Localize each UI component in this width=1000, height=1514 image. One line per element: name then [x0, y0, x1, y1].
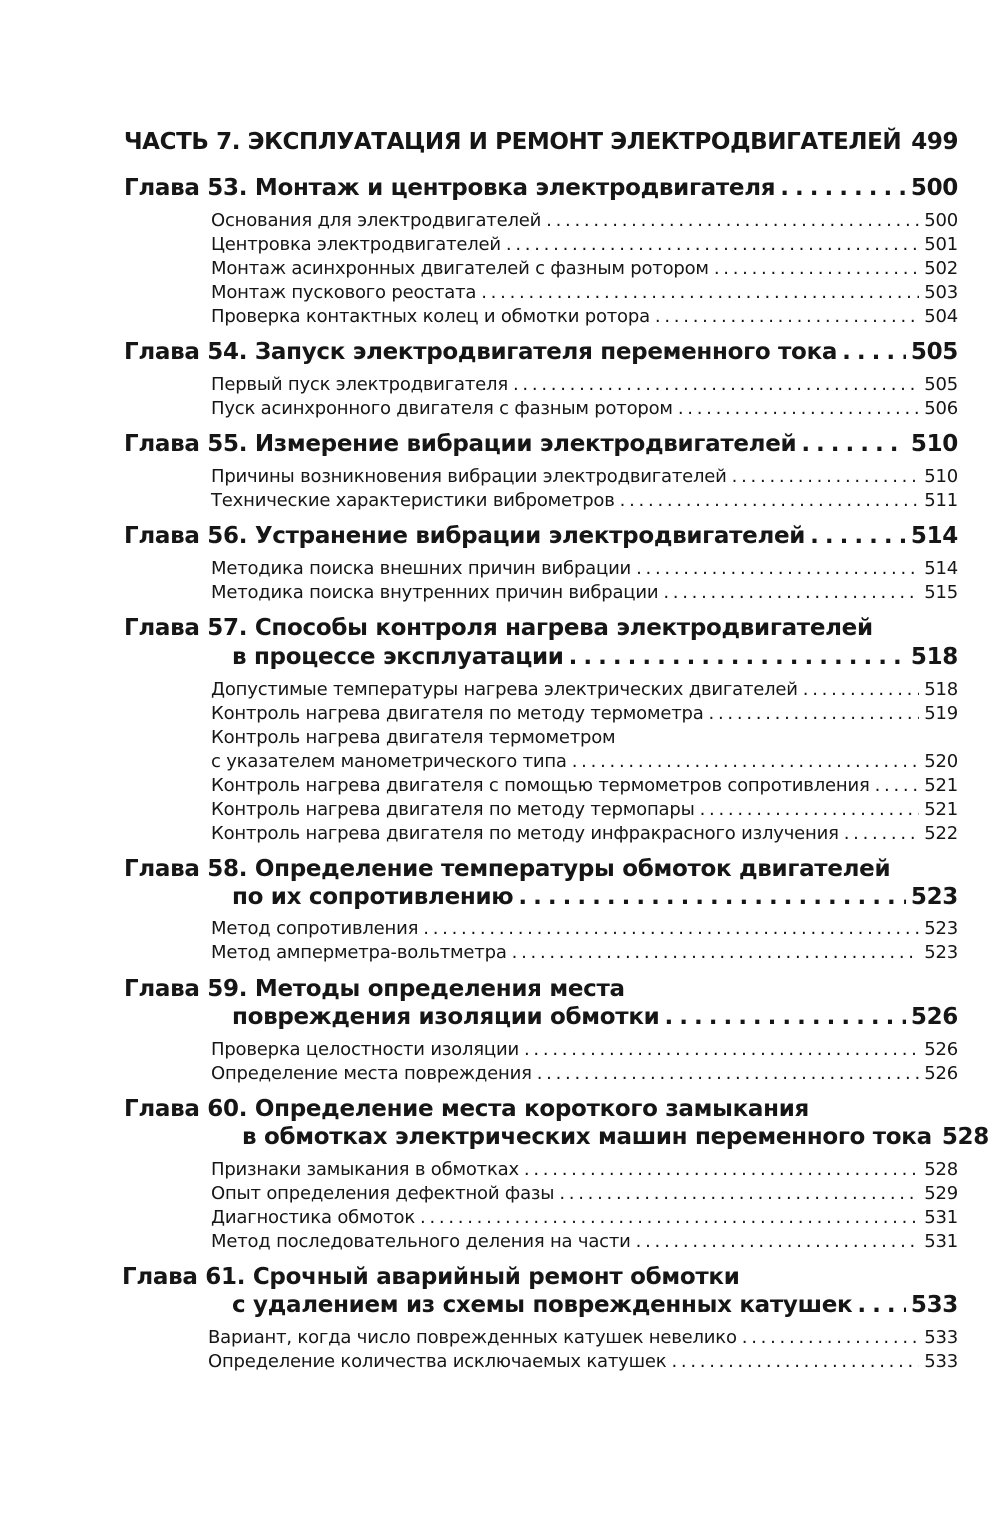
- section-title-continued: с указателем манометрического типа: [211, 751, 567, 772]
- section-title: Вариант, когда число поврежденных катушек невелико: [208, 1327, 737, 1348]
- page-number: 529: [924, 1183, 958, 1204]
- chapter-title: Глава 61. Срочный аварийный ремонт обмотки: [122, 1264, 740, 1290]
- page-number: 526: [924, 1063, 958, 1084]
- section-entry: [0, 1231, 1000, 1252]
- section-title: Пуск асинхронного двигателя с фазным ротором: [211, 398, 673, 419]
- page-number: 522: [924, 823, 958, 844]
- section-entry: [0, 374, 1000, 395]
- page-number: 526: [924, 1039, 958, 1060]
- section-entry: [0, 282, 1000, 303]
- chapter-heading-continued: [0, 1292, 1000, 1318]
- part-title: ЧАСТЬ 7. ЭКСПЛУАТАЦИЯ И РЕМОНТ ЭЛЕКТРОДВИГАТЕЛЕЙ: [124, 129, 902, 155]
- section-title: Проверка целостности изоляции: [211, 1039, 519, 1060]
- section-entry: [0, 1351, 1000, 1372]
- chapter-title: Глава 56. Устранение вибрации электродвигателей: [124, 523, 806, 549]
- dot-leader: [524, 1039, 919, 1060]
- section-title: Метод сопротивления: [211, 918, 419, 939]
- chapter-heading: [0, 976, 1000, 1002]
- dot-leader: [546, 210, 919, 231]
- page-number: 518: [910, 644, 958, 670]
- chapter-heading-continued: [0, 1004, 1000, 1030]
- page-number: 523: [924, 942, 958, 963]
- page-number: 521: [924, 799, 958, 820]
- dot-leader: [537, 1063, 920, 1084]
- section-entry: [0, 1327, 1000, 1348]
- section-entry: [0, 918, 1000, 939]
- page-number: 505: [910, 339, 958, 365]
- section-title: Допустимые температуры нагрева электрических двигателей: [211, 679, 798, 700]
- chapter-heading-continued: [0, 644, 1000, 670]
- dot-leader: [655, 306, 919, 327]
- dot-leader: [524, 1159, 919, 1180]
- dot-leader: [420, 1207, 919, 1228]
- page-number: 510: [910, 431, 958, 457]
- page-number: 523: [924, 918, 958, 939]
- chapter-heading: [0, 523, 1000, 549]
- section-entry: [0, 942, 1000, 963]
- dot-leader: [678, 398, 919, 419]
- dot-leader: [780, 175, 906, 201]
- section-title: Технические характеристики виброметров: [211, 490, 615, 511]
- section-title: Монтаж пускового реостата: [211, 282, 477, 303]
- chapter-title-continued: с удалением из схемы поврежденных катушек: [232, 1292, 853, 1318]
- dot-leader: [636, 558, 919, 579]
- dot-leader: [423, 918, 919, 939]
- dot-leader: [506, 234, 919, 255]
- page-number: 533: [924, 1327, 958, 1348]
- dot-leader: [569, 644, 906, 670]
- page-number: 533: [910, 1292, 958, 1318]
- page-number: 502: [924, 258, 958, 279]
- chapter-title-continued: в обмотках электрических машин переменного тока: [242, 1124, 932, 1150]
- chapter-heading: [0, 339, 1000, 365]
- section-entry: [0, 582, 1000, 603]
- section-entry: [0, 703, 1000, 724]
- section-title: Диагностика обмоток: [211, 1207, 416, 1228]
- page-number: 533: [924, 1351, 958, 1372]
- page-number: 515: [924, 582, 958, 603]
- section-entry: [0, 1207, 1000, 1228]
- chapter-title-continued: по их сопротивлению: [232, 884, 514, 910]
- page-number: 500: [924, 210, 958, 231]
- page-number: 505: [924, 374, 958, 395]
- dot-leader: [481, 282, 919, 303]
- dot-leader: [518, 884, 906, 910]
- section-entry: [0, 727, 1000, 748]
- section-entry: [0, 1039, 1000, 1060]
- chapter-title: Глава 54. Запуск электродвигателя переменного тока: [124, 339, 838, 365]
- chapter-heading: [0, 1264, 1000, 1290]
- page-number: 523: [910, 884, 958, 910]
- page-number: 514: [924, 558, 958, 579]
- part-heading: [0, 129, 1000, 155]
- section-entry: [0, 466, 1000, 487]
- chapter-title-continued: в процессе эксплуатации: [232, 644, 564, 670]
- page-number: 520: [924, 751, 958, 772]
- page-number: 519: [924, 703, 958, 724]
- section-entry: [0, 775, 1000, 796]
- page-number: 506: [924, 398, 958, 419]
- section-title: Основания для электродвигателей: [211, 210, 542, 231]
- page-number: 518: [924, 679, 958, 700]
- chapter-heading: [0, 431, 1000, 457]
- dot-leader: [842, 339, 906, 365]
- chapter-heading: [0, 175, 1000, 201]
- dot-leader: [714, 258, 919, 279]
- dot-leader: [732, 466, 920, 487]
- dot-leader: [513, 374, 919, 395]
- dot-leader: [636, 1231, 920, 1252]
- section-title: Определение места повреждения: [211, 1063, 532, 1084]
- page-number: 521: [924, 775, 958, 796]
- section-entry: [0, 490, 1000, 511]
- dot-leader: [742, 1327, 919, 1348]
- section-title: Центровка электродвигателей: [211, 234, 501, 255]
- section-entry: [0, 398, 1000, 419]
- page-number: 531: [924, 1231, 958, 1252]
- chapter-title: Глава 59. Методы определения места: [124, 976, 625, 1002]
- section-entry: [0, 1183, 1000, 1204]
- section-title: Методика поиска внешних причин вибрации: [211, 558, 632, 579]
- section-entry-continued: [0, 751, 1000, 772]
- dot-leader: [671, 1351, 919, 1372]
- page-number: 499: [911, 129, 959, 155]
- page-number: 514: [910, 523, 958, 549]
- dot-leader: [709, 703, 920, 724]
- section-title: Признаки замыкания в обмотках: [211, 1159, 519, 1180]
- section-entry: [0, 679, 1000, 700]
- dot-leader: [620, 490, 920, 511]
- chapter-heading: [0, 856, 1000, 882]
- section-title: Контроль нагрева двигателя термометром: [211, 727, 616, 748]
- section-entry: [0, 823, 1000, 844]
- dot-leader: [810, 523, 906, 549]
- page-number: 500: [910, 175, 958, 201]
- section-title: Монтаж асинхронных двигателей с фазным ротором: [211, 258, 709, 279]
- page-number: 531: [924, 1207, 958, 1228]
- section-title: Проверка контактных колец и обмотки ротора: [211, 306, 650, 327]
- dot-leader: [700, 799, 920, 820]
- dot-leader: [857, 1292, 906, 1318]
- dot-leader: [664, 1004, 905, 1030]
- section-entry: [0, 799, 1000, 820]
- section-entry: [0, 1159, 1000, 1180]
- dot-leader: [512, 942, 920, 963]
- section-title: Метод последовательного деления на части: [211, 1231, 631, 1252]
- chapter-heading-continued: [0, 884, 1000, 910]
- chapter-title: Глава 57. Способы контроля нагрева электродвигателей: [124, 615, 873, 641]
- page-number: 511: [924, 490, 958, 511]
- section-entry: [0, 258, 1000, 279]
- section-entry: [0, 306, 1000, 327]
- chapter-title: Глава 55. Измерение вибрации электродвигателей: [124, 431, 797, 457]
- section-title: Контроль нагрева двигателя по методу инфракрасного излучения: [211, 823, 839, 844]
- section-title: Определение количества исключаемых катушек: [208, 1351, 667, 1372]
- section-title: Причины возникновения вибрации электродвигателей: [211, 466, 727, 487]
- section-entry: [0, 558, 1000, 579]
- section-entry: [0, 1063, 1000, 1084]
- chapter-title: Глава 60. Определение места короткого замыкания: [124, 1096, 810, 1122]
- section-title: Первый пуск электродвигателя: [211, 374, 508, 395]
- chapter-title: Глава 53. Монтаж и центровка электродвигателя: [124, 175, 776, 201]
- section-entry: [0, 234, 1000, 255]
- page-number: 528: [924, 1159, 958, 1180]
- section-entry: [0, 210, 1000, 231]
- dot-leader: [801, 431, 906, 457]
- chapter-heading: [0, 1096, 1000, 1122]
- chapter-title-continued: повреждения изоляции обмотки: [232, 1004, 660, 1030]
- dot-leader: [663, 582, 919, 603]
- page-number: 510: [924, 466, 958, 487]
- section-title: Методика поиска внутренних причин вибрации: [211, 582, 659, 603]
- dot-leader: [803, 679, 919, 700]
- section-title: Контроль нагрева двигателя по методу термометра: [211, 703, 704, 724]
- section-title: Контроль нагрева двигателя по методу термопары: [211, 799, 695, 820]
- chapter-heading: [0, 615, 1000, 641]
- section-title: Метод амперметра-вольтметра: [211, 942, 507, 963]
- page-number: 501: [924, 234, 958, 255]
- chapter-title: Глава 58. Определение температуры обмоток двигателей: [124, 856, 891, 882]
- dot-leader: [844, 823, 920, 844]
- chapter-heading-continued: [0, 1124, 1000, 1150]
- dot-leader: [559, 1183, 919, 1204]
- page-number: 503: [924, 282, 958, 303]
- dot-leader: [572, 751, 920, 772]
- section-title: Опыт определения дефектной фазы: [211, 1183, 555, 1204]
- dot-leader: [875, 775, 920, 796]
- page-number: 526: [910, 1004, 958, 1030]
- page-number: 528: [941, 1124, 989, 1150]
- section-title: Контроль нагрева двигателя с помощью термометров сопротивления: [211, 775, 870, 796]
- page-number: 504: [924, 306, 958, 327]
